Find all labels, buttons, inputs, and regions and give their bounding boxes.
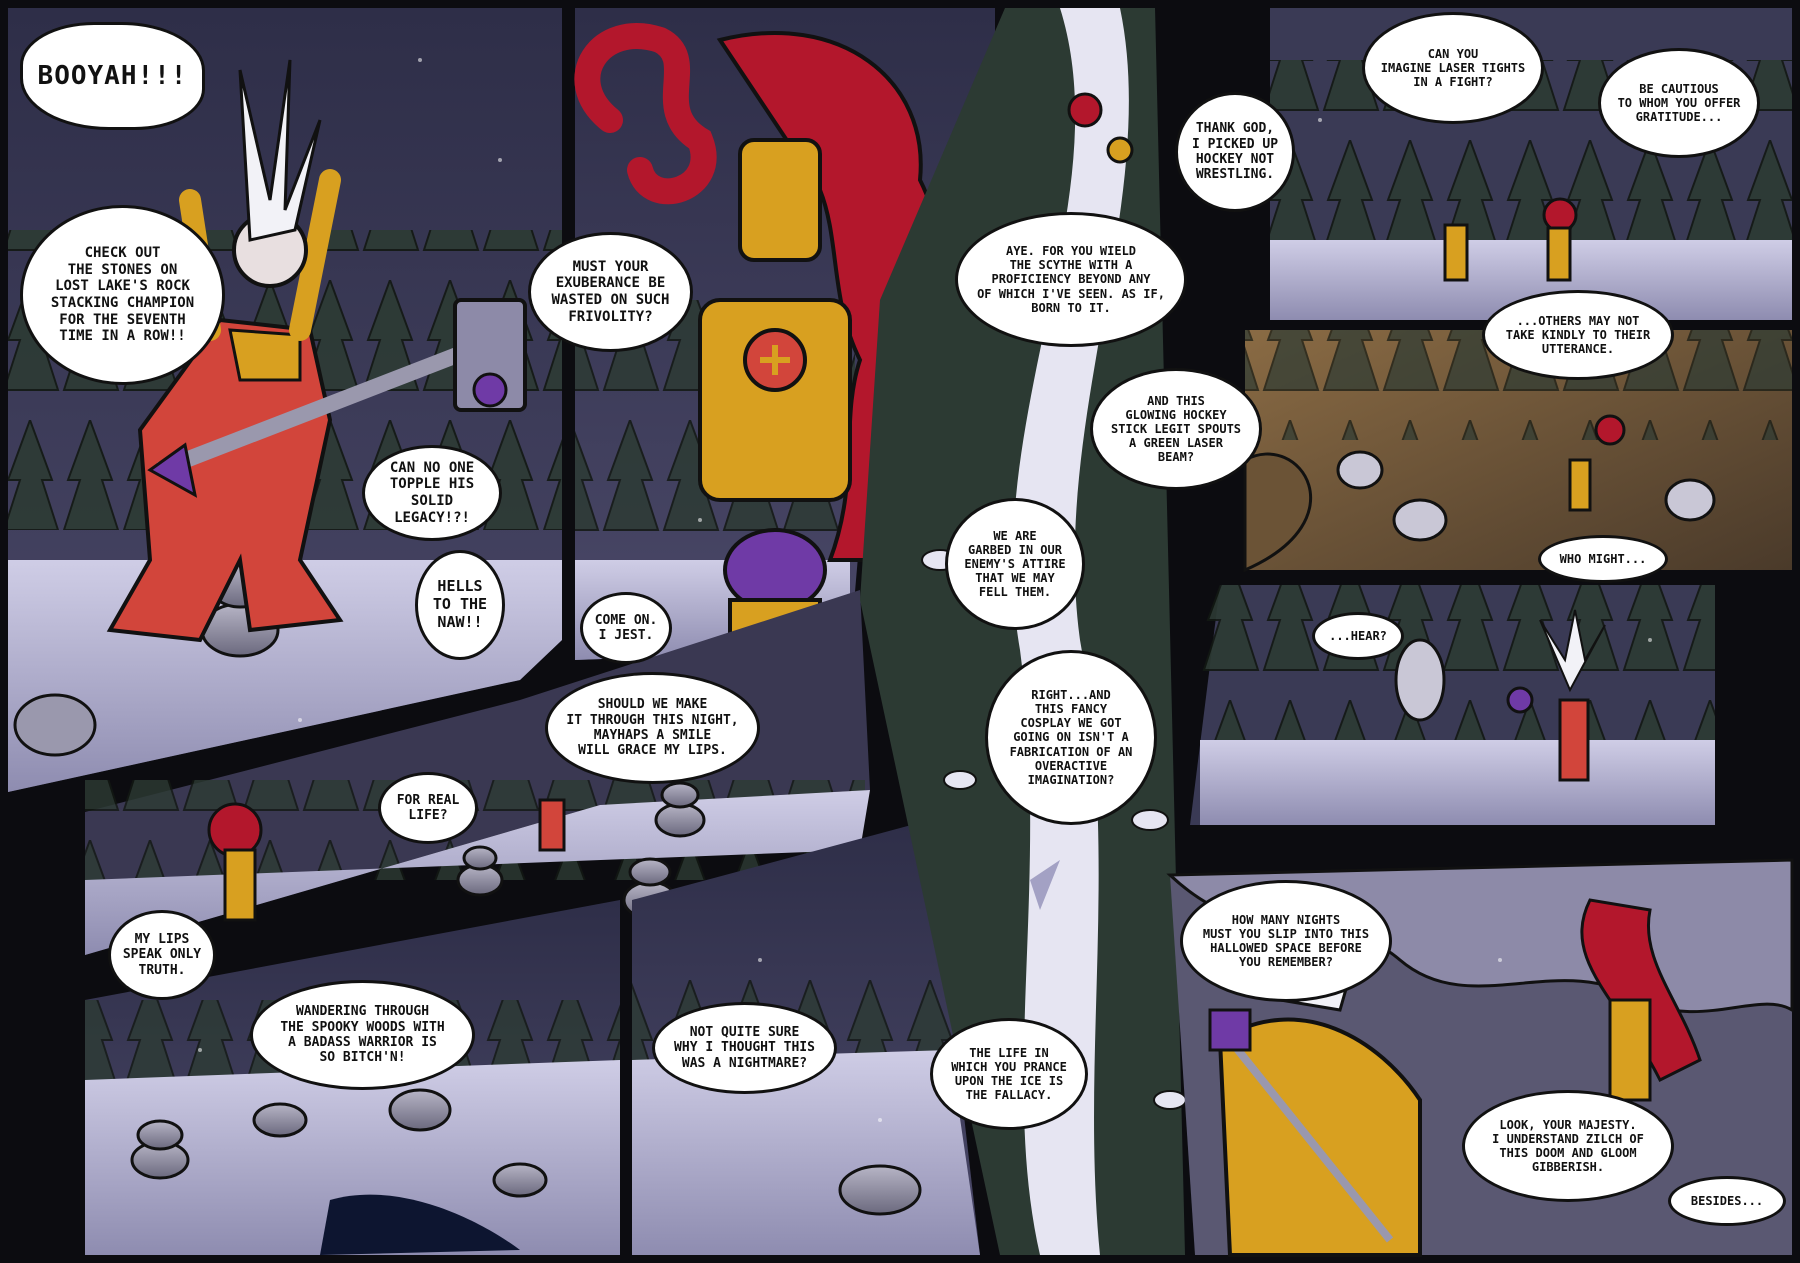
panel-9 <box>1190 585 1715 825</box>
speech-bubble-nightmare: NOT QUITE SURE WHY I THOUGHT THIS WAS A NIGHTMARE? <box>652 1002 837 1094</box>
speech-bubble-laser-beam: AND THIS GLOWING HOCKEY STICK LEGIT SPOUTS A GREEN LASER BEAM? <box>1090 368 1262 490</box>
speech-bubble-gibberish: LOOK, YOUR MAJESTY. I UNDERSTAND ZILCH OF THIS DOOM AND GLOOM GIBBERISH. <box>1462 1090 1674 1202</box>
speech-bubble-smile: SHOULD WE MAKE IT THROUGH THIS NIGHT, MAYHAPS A SMILE WILL GRACE MY LIPS. <box>545 672 760 784</box>
speech-bubble-spooky-woods: WANDERING THROUGH THE SPOOKY WOODS WITH A BADASS WARRIOR IS SO BITCH'N! <box>250 980 475 1090</box>
speech-bubble-who-might: WHO MIGHT... <box>1538 535 1668 583</box>
speech-bubble-scythe: AYE. FOR YOU WIELD THE SCYTHE WITH A PROFICIENCY BEYOND ANY OF WHICH I'VE SEEN. AS IF, BORN TO IT. <box>955 212 1187 347</box>
speech-bubble-hear: ...HEAR? <box>1312 612 1404 660</box>
speech-bubble-legacy: CAN NO ONE TOPPLE HIS SOLID LEGACY!?! <box>362 445 502 541</box>
speech-bubble-i-jest: COME ON. I JEST. <box>580 592 672 664</box>
speech-bubble-hockey: THANK GOD, I PICKED UP HOCKEY NOT WRESTLING. <box>1175 92 1295 212</box>
speech-bubble-cosplay: RIGHT...AND THIS FANCY COSPLAY WE GOT GOING ON ISN'T A FABRICATION OF AN OVERACTIVE IMAGINATION? <box>985 650 1157 825</box>
speech-bubble-truth: MY LIPS SPEAK ONLY TRUTH. <box>108 910 216 1000</box>
speech-bubble-laser-tights: CAN YOU IMAGINE LASER TIGHTS IN A FIGHT? <box>1362 12 1544 124</box>
speech-bubble-cautious: BE CAUTIOUS TO WHOM YOU OFFER GRATITUDE... <box>1598 48 1760 158</box>
booyah-burst: BOOYAH!!! <box>20 22 205 130</box>
speech-bubble-besides: BESIDES... <box>1668 1176 1786 1226</box>
speech-bubble-remember: HOW MANY NIGHTS MUST YOU SLIP INTO THIS HALLOWED SPACE BEFORE YOU REMEMBER? <box>1180 880 1392 1002</box>
speech-bubble-stones: CHECK OUT THE STONES ON LOST LAKE'S ROCK STACKING CHAMPION FOR THE SEVENTH TIME IN A ROW!! <box>20 205 225 385</box>
speech-bubble-naw: HELLS TO THE NAW!! <box>415 550 505 660</box>
speech-bubble-real-life: FOR REAL LIFE? <box>378 772 478 844</box>
speech-bubble-enemy-attire: WE ARE GARBED IN OUR ENEMY'S ATTIRE THAT WE MAY FELL THEM. <box>945 498 1085 630</box>
speech-bubble-exuberance: MUST YOUR EXUBERANCE BE WASTED ON SUCH FRIVOLITY? <box>528 232 693 352</box>
speech-bubble-fallacy: THE LIFE IN WHICH YOU PRANCE UPON THE ICE IS THE FALLACY. <box>930 1018 1088 1130</box>
speech-bubble-utterance: ...OTHERS MAY NOT TAKE KINDLY TO THEIR UTTERANCE. <box>1482 290 1674 380</box>
